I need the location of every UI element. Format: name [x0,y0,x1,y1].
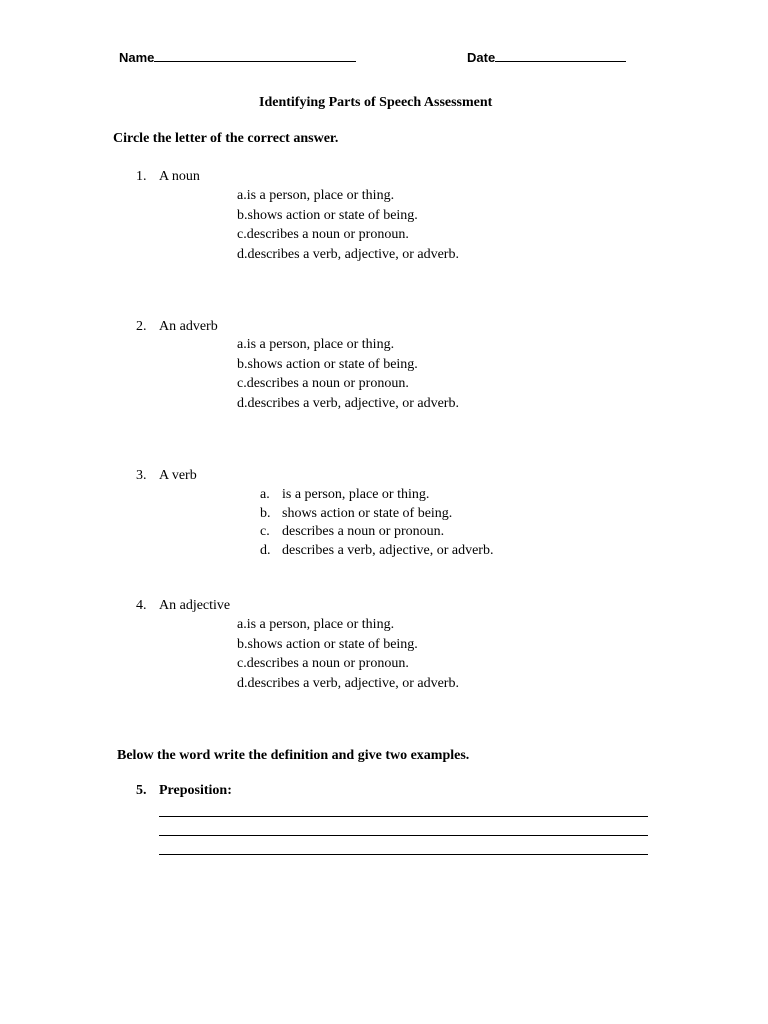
page-title: Identifying Parts of Speech Assessment [259,95,493,110]
option-c[interactable] [260,523,493,542]
answer-line-3[interactable] [159,854,648,855]
option-text: describes a noun or pronoun. [282,524,445,539]
question-2-prompt: An adverb [159,319,218,334]
option-a[interactable] [260,486,493,505]
option-text: is a person, place or thing. [282,487,430,502]
option-letter: b. [260,505,271,521]
answer-line-2[interactable] [159,835,648,836]
name-blank-line[interactable] [154,49,356,62]
option-b[interactable]: b.shows action or state of being. [237,636,418,652]
option-b[interactable]: b.shows action or state of being. [237,207,418,223]
option-text: shows action or state of being. [282,505,453,521]
question-1-number: 1. [136,169,147,184]
question-3-options [260,486,493,560]
question-4-number: 4. [136,598,147,613]
name-label: Name [119,50,155,65]
option-c[interactable]: c.describes a noun or pronoun. [237,376,409,392]
option-letter: a. [260,487,270,502]
option-a[interactable]: a.is a person, place or thing. [237,188,395,203]
option-text: describes a verb, adjective, or adverb. [282,542,494,558]
question-3-prompt: A verb [159,468,197,483]
question-1-options [237,186,459,264]
date-blank-line[interactable] [495,49,626,62]
answer-line-1[interactable] [159,816,648,817]
option-a[interactable]: a.is a person, place or thing. [237,337,395,352]
name-field[interactable] [119,49,356,66]
question-1-prompt: A noun [159,169,200,184]
question-5-prompt: Preposition: [159,783,232,798]
option-c[interactable]: c.describes a noun or pronoun. [237,227,409,243]
option-d[interactable] [260,542,493,561]
question-3-number: 3. [136,468,147,483]
question-4-prompt: An adjective [159,598,231,613]
option-b[interactable] [260,505,493,524]
question-2-number: 2. [136,319,147,334]
date-field[interactable] [467,49,626,66]
option-letter: d. [260,542,271,558]
question-5-number: 5. [136,783,147,798]
option-a[interactable]: a.is a person, place or thing. [237,617,395,632]
option-c[interactable]: c.describes a noun or pronoun. [237,656,409,672]
option-d[interactable]: d.describes a verb, adjective, or adverb. [237,246,459,262]
instructions-circle: Circle the letter of the correct answer. [113,131,339,146]
instructions-definition: Below the word write the definition and give two examples. [117,748,470,763]
question-4-options [237,615,459,693]
option-letter: c. [260,524,270,539]
option-d[interactable]: d.describes a verb, adjective, or adverb. [237,675,459,691]
option-d[interactable]: d.describes a verb, adjective, or adverb. [237,395,459,411]
date-label: Date [467,50,496,65]
option-b[interactable]: b.shows action or state of being. [237,356,418,372]
question-2-options [237,335,459,413]
